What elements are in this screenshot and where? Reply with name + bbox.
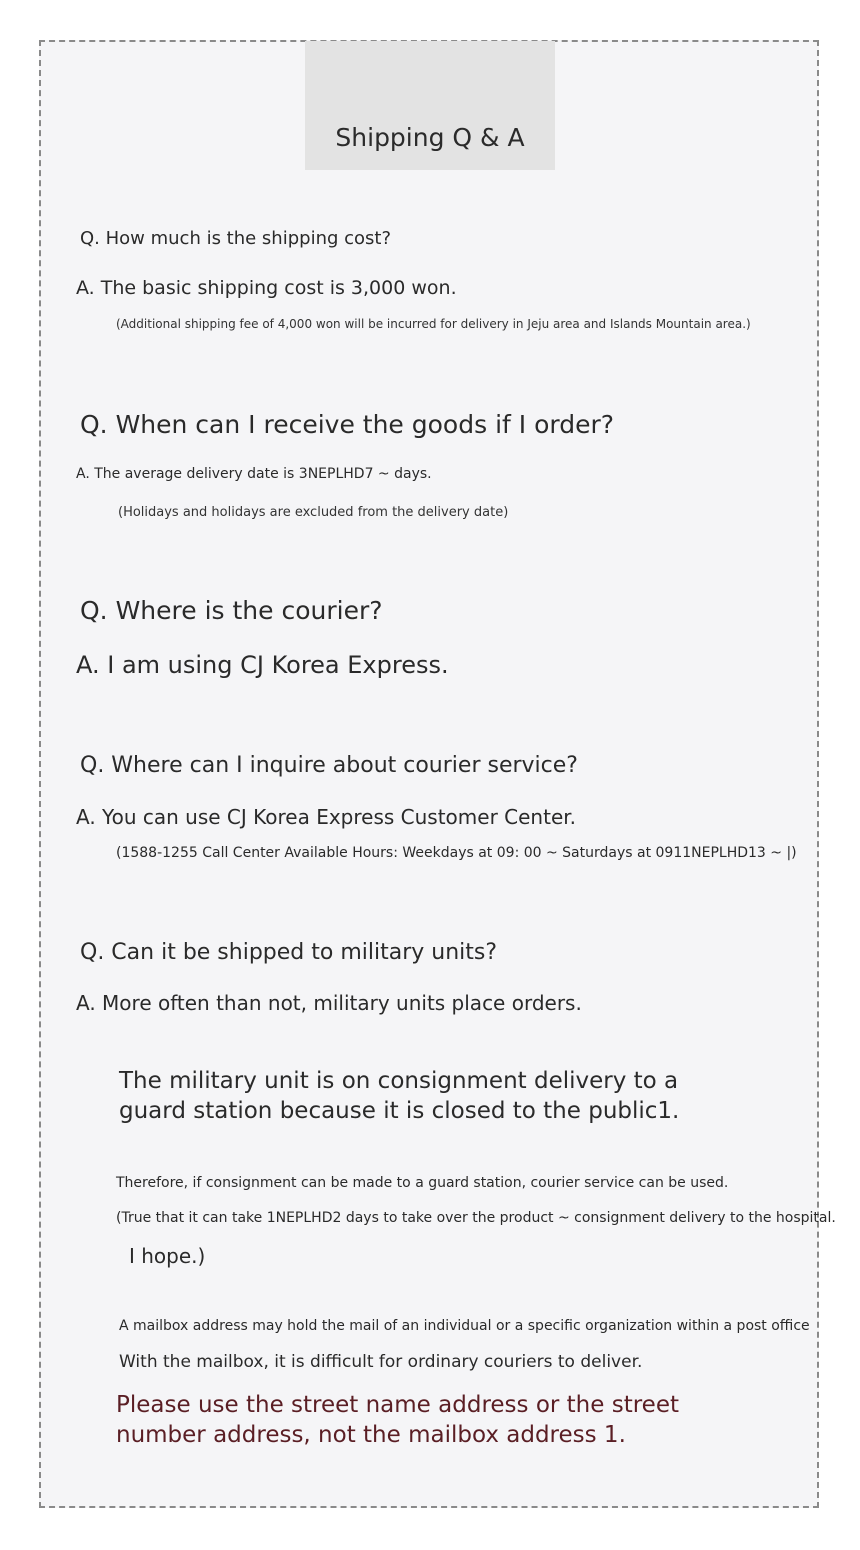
question-receive-goods: Q. When can I receive the goods if I order?	[80, 410, 615, 439]
page-title: Shipping Q & A	[335, 123, 525, 152]
answer-delivery-date: A. The average delivery date is 3NEPLHD7 ~ days.	[76, 466, 432, 482]
answer-shipping-cost: A. The basic shipping cost is 3,000 won.	[76, 277, 457, 299]
military-consignment-paragraph: The military unit is on consignment delivery to a guard station because it is closed to the public1.	[119, 1068, 680, 1124]
mailbox-note: A mailbox address may hold the mail of an individual or a specific organization within a post office	[119, 1318, 810, 1334]
question-inquire: Q. Where can I inquire about courier service?	[80, 753, 578, 778]
hope-note: I hope.)	[129, 1244, 206, 1268]
hospital-note: (True that it can take 1NEPLHD2 days to take over the product ~ consignment delivery to the hospital.	[116, 1210, 836, 1226]
question-courier: Q. Where is the courier?	[80, 596, 383, 625]
note-call-center: (1588-1255 Call Center Available Hours: Weekdays at 09: 00 ~ Saturdays at 0911NEPLHD13 ~ |)	[116, 845, 797, 861]
mailbox-difficulty-note: With the mailbox, it is difficult for ordinary couriers to deliver.	[119, 1352, 643, 1372]
address-warning: Please use the street name address or the street number address, not the mailbox address 1.	[116, 1392, 679, 1448]
answer-courier: A. I am using CJ Korea Express.	[76, 651, 449, 679]
guard-station-note: Therefore, if consignment can be made to a guard station, courier service can be used.	[116, 1175, 729, 1191]
note-additional-fee: (Additional shipping fee of 4,000 won will be incurred for delivery in Jeju area and Islands Mountain area.)	[116, 317, 751, 331]
note-holidays: (Holidays and holidays are excluded from the delivery date)	[118, 505, 509, 520]
question-military: Q. Can it be shipped to military units?	[80, 940, 498, 965]
title-box	[305, 41, 555, 170]
answer-military: A. More often than not, military units place orders.	[76, 991, 582, 1015]
answer-inquire: A. You can use CJ Korea Express Customer Center.	[76, 805, 576, 829]
question-shipping-cost: Q. How much is the shipping cost?	[80, 228, 392, 249]
